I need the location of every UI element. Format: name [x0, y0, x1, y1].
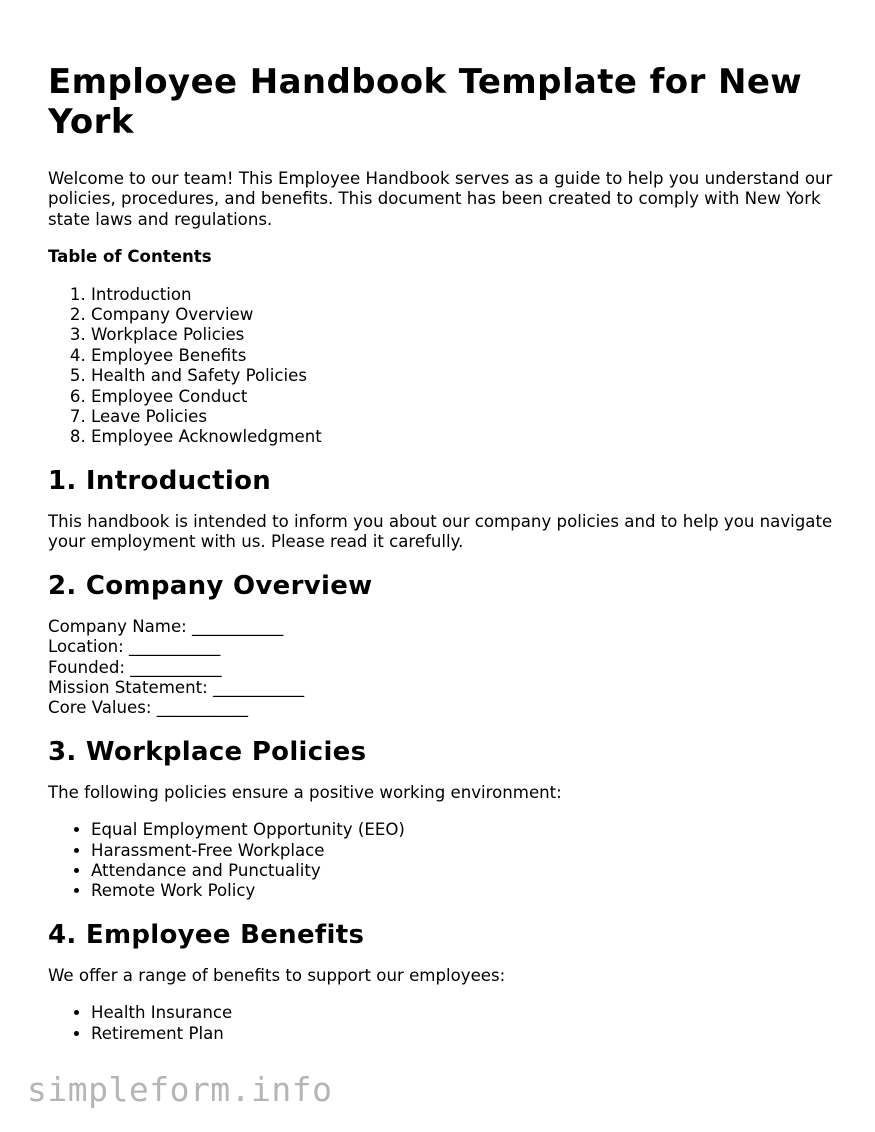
toc-item: 1. Introduction	[91, 285, 838, 305]
section-heading-workplace-policies: 3. Workplace Policies	[48, 736, 367, 767]
intro-paragraph: Welcome to our team! This Employee Handbook serves as a guide to help you understand our policies, procedures, and benefits. This document has been created to comply with New York state laws and regulations.	[48, 169, 833, 229]
list-item: • Equal Employment Opportunity (EEO)	[91, 820, 838, 840]
employee-benefits-list	[48, 1003, 838, 1044]
introduction-text: This handbook is intended to inform you about our company policies and to help you navigate your employment with us. Please read it carefully.	[48, 511, 833, 552]
table-of-contents	[48, 285, 838, 448]
section-heading-introduction: 1. Introduction	[48, 465, 272, 496]
list-item: • Harassment-Free Workplace	[91, 841, 838, 861]
document-page	[48, 62, 838, 1061]
employee-benefits-text: We offer a range of benefits to support our employees:	[48, 965, 506, 985]
toc-item: 7. Leave Policies	[91, 407, 838, 427]
list-item: • Remote Work Policy	[91, 881, 838, 901]
list-item: • Attendance and Punctuality	[91, 861, 838, 881]
section-heading-employee-benefits: 4. Employee Benefits	[48, 919, 365, 950]
toc-item: 8. Employee Acknowledgment	[91, 427, 838, 447]
toc-item: 2. Company Overview	[91, 305, 838, 325]
company-name-field: Company Name: ___________	[48, 616, 284, 636]
list-item: • Health Insurance	[91, 1003, 838, 1023]
workplace-policies-list	[48, 820, 838, 902]
toc-title: Table of Contents	[48, 247, 212, 267]
mission-statement-field: Mission Statement: ___________	[48, 677, 305, 697]
toc-item: 5. Health and Safety Policies	[91, 366, 838, 386]
location-field: Location: ___________	[48, 637, 221, 657]
document-title: Employee Handbook Template for New York	[48, 62, 803, 142]
section-heading-company-overview: 2. Company Overview	[48, 570, 373, 601]
core-values-field: Core Values: ___________	[48, 698, 249, 718]
toc-item: 4. Employee Benefits	[91, 346, 838, 366]
toc-item: 3. Workplace Policies	[91, 325, 838, 345]
toc-item: 6. Employee Conduct	[91, 387, 838, 407]
watermark-text: simpleform.info	[27, 1070, 333, 1109]
founded-field: Founded: ___________	[48, 657, 222, 677]
list-item: • Retirement Plan	[91, 1024, 838, 1044]
workplace-policies-text: The following policies ensure a positive working environment:	[48, 782, 562, 802]
company-overview-fields	[48, 617, 838, 719]
